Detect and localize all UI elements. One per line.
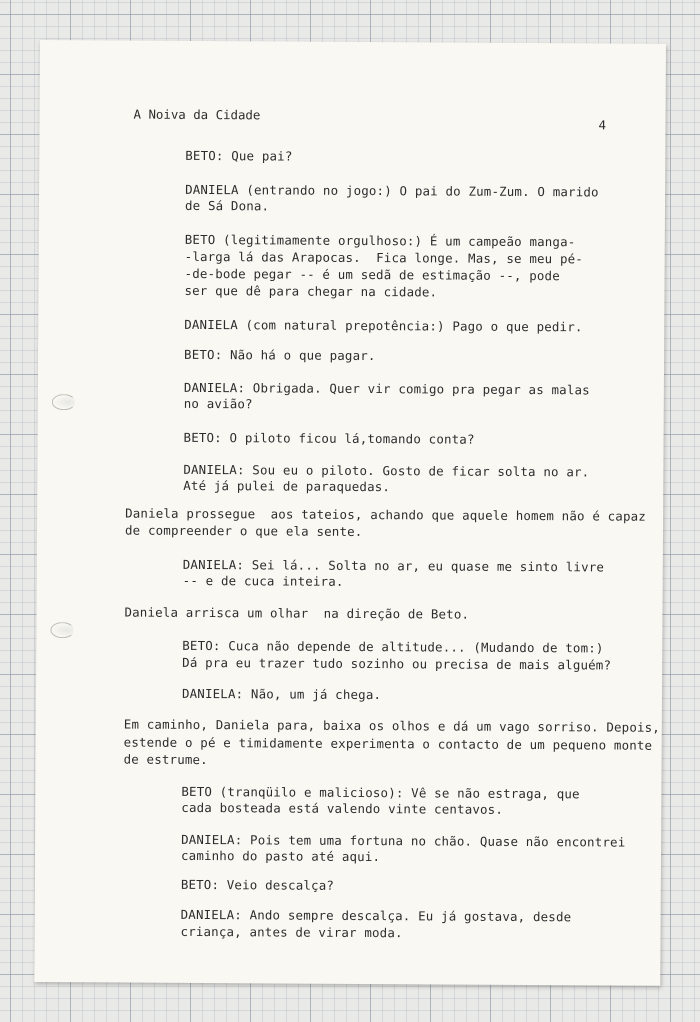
typewritten-page [34,40,666,986]
stage-direction-line: estende o pé e timidamente experimenta o contacto de um pequeno monte [123,734,653,753]
dialogue-line: BETO (tranqüilo e malicioso): Vê se não estraga, que [181,783,580,802]
stage-direction-line: de estrume. [123,751,208,768]
punch-hole-lower [50,622,74,638]
dialogue-line: cada bosteada está valendo vinte centavos. [181,799,504,817]
dialogue-line: DANIELA: Obrigada. Quer vir comigo pra pegar as malas [183,379,590,398]
dialogue-line: DANIELA: Sou eu o piloto. Gosto de ficar solta no ar. [183,461,590,480]
dialogue-line: -de-bode pegar -- é um sedã de estimação --, pode [184,265,560,284]
stage-direction-line: de compreender o que ela sente. [124,522,363,539]
stage-direction-line: Daniela prossegue aos tateios, achando que aquele homem não é capaz [125,505,647,524]
dialogue-line: DANIELA: Ando sempre descalça. Eu já gostava, desde [180,906,572,925]
dialogue-line: BETO: Cuca não depende de altitude... (Mudando de tom:) [182,637,604,656]
dialogue-line: no avião? [183,395,253,412]
punch-hole-upper [52,394,76,410]
page-number: 4 [598,117,607,133]
dialogue-line: BETO: Veio descalça? [180,876,335,893]
dialogue-line: BETO: Não há o que pagar. [184,346,376,364]
stage-direction-line: Daniela arrisca um olhar na direção de Beto. [124,604,470,622]
dialogue-line: DANIELA: Pois tem uma fortuna no chão. Quase não encontrei [181,831,626,850]
dialogue-line: DANIELA (entrando no jogo:) O pai do Zum-Zum. O marido [185,181,599,200]
dialogue-line: DANIELA (com natural prepotência:) Pago o que pedir. [184,316,583,335]
dialogue-line: Dá pra eu trazer tudo sozinho ou precisa de mais alguém? [182,654,612,673]
dialogue-line: de Sá Dona. [184,197,270,214]
dialogue-line: BETO: O piloto ficou lá,tomando conta? [183,429,475,447]
dialogue-line: caminho do pasto até aqui. [180,847,381,865]
dialogue-line: DANIELA: Não, um já chega. [181,685,382,703]
dialogue-line: BETO (legitimamente orgulhoso:) É um campeão manga- [184,231,576,250]
dialogue-line: -larga lá das Arapocas. Fica longe. Mas, se meu pé- [184,248,584,267]
dialogue-line: ser que dê para chegar na cidade. [184,282,438,300]
dialogue-line: Até já pulei de paraquedas. [183,477,391,495]
dialogue-line: -- e de cuca inteira. [182,572,344,589]
dialogue-line: criança, antes de virar moda. [180,923,403,941]
stage-direction-line: Em caminho, Daniela para, baixa os olhos e dá um vago sorriso. Depois, [123,716,661,735]
document-title: A Noiva da Cidade [133,106,261,123]
dialogue-line: DANIELA: Sei lá... Solta no ar, eu quase me sinto livre [182,556,605,575]
dialogue-line: BETO: Que pai? [185,147,293,164]
